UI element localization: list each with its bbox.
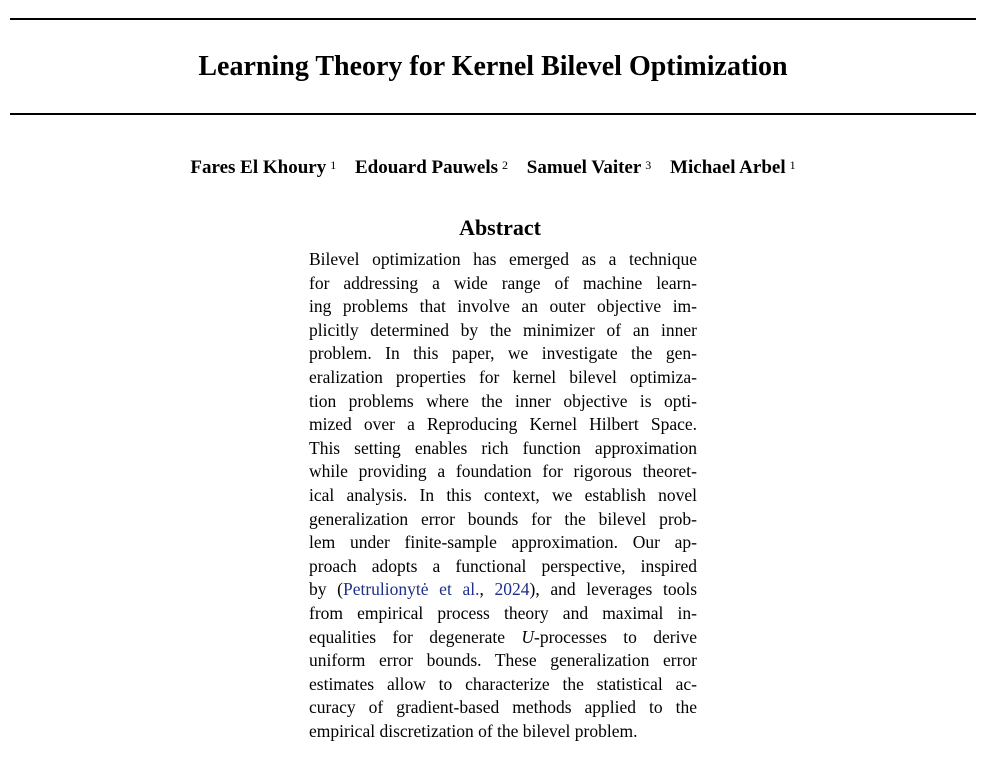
abstract-line: ing problems that involve an outer objective im- <box>309 296 697 317</box>
abstract-line: problem. In this paper, we investigate the gen- <box>309 343 697 364</box>
math-symbol: U <box>521 626 535 647</box>
line-text: -processes to derive <box>534 626 697 647</box>
citation-author: Petrulionytė et al. <box>342 579 480 600</box>
abstract-line: This setting enables rich function approximation <box>309 437 697 458</box>
author-name: Samuel Vaiter <box>526 157 642 178</box>
abstract-line <box>309 626 697 650</box>
line-text: by ( <box>309 579 343 600</box>
abstract-line <box>309 578 697 602</box>
citation-link[interactable] <box>343 579 479 599</box>
abstract-line: from empirical process theory and maximal in- <box>309 602 697 623</box>
abstract-line: empirical discretization of the bilevel problem. <box>309 720 638 741</box>
author <box>355 157 508 178</box>
abstract-line: proach adopts a functional perspective, inspired <box>309 555 697 576</box>
abstract-line: curacy of gradient-based methods applied to the <box>309 697 697 718</box>
abstract-line: tion problems where the inner objective is opti- <box>309 390 697 411</box>
abstract-body <box>309 248 697 743</box>
abstract-line: estimates allow to characterize the statistical ac- <box>309 673 697 694</box>
line-text: equalities for degenerate <box>309 626 522 647</box>
abstract-line: ical analysis. In this context, we establish novel <box>309 484 697 505</box>
author-affiliation: 3 <box>645 158 652 172</box>
author <box>190 157 336 178</box>
title-bottom-rule <box>10 113 976 115</box>
abstract-line: generalization error bounds for the bilevel prob- <box>309 508 697 529</box>
author-affiliation: 1 <box>789 158 796 172</box>
abstract-line: for addressing a wide range of machine learn- <box>309 272 697 293</box>
author-name: Fares El Khoury <box>190 157 327 178</box>
abstract-line: while providing a foundation for rigorous theoret- <box>309 461 697 482</box>
abstract-line: eralization properties for kernel bilevel optimiza- <box>309 366 697 387</box>
abstract-line: mized over a Reproducing Kernel Hilbert Space. <box>309 414 697 435</box>
author-list <box>0 155 986 181</box>
author-affiliation: 1 <box>330 158 337 172</box>
citation-year-link[interactable] <box>495 579 530 599</box>
author <box>670 157 796 178</box>
abstract-heading: Abstract <box>459 215 541 240</box>
paper-title: Learning Theory for Kernel Bilevel Optimization <box>198 51 788 82</box>
author-name: Michael Arbel <box>670 157 786 178</box>
author <box>527 157 652 178</box>
author-affiliation: 2 <box>502 158 509 172</box>
line-text: ), and leverages tools <box>529 579 698 600</box>
abstract-line: Bilevel optimization has emerged as a technique <box>309 249 697 269</box>
line-text: , <box>479 579 495 600</box>
citation-year: 2024 <box>494 579 530 600</box>
abstract-line: lem under finite-sample approximation. Our ap- <box>309 532 697 553</box>
abstract-line: plicitly determined by the minimizer of an inner <box>309 319 697 340</box>
title-top-rule <box>10 18 976 20</box>
abstract-line: uniform error bounds. These generalization error <box>309 650 697 671</box>
author-name: Edouard Pauwels <box>354 157 499 178</box>
